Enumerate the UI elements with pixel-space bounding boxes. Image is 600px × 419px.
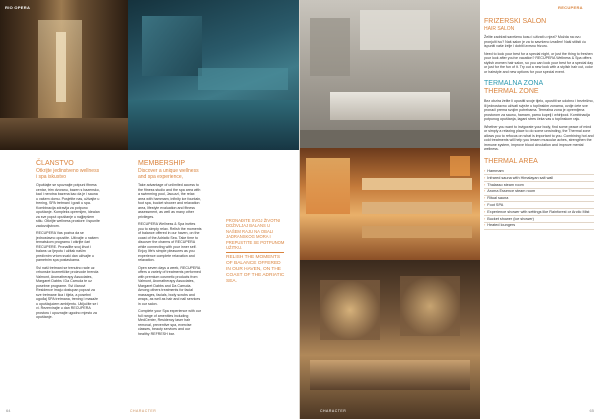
lounge-photo xyxy=(300,0,480,148)
footer-brand-right: CHARACTER xyxy=(320,409,347,413)
pull-quote-block xyxy=(226,218,286,285)
thermal-paragraph: Bez obzira želite li opustiti svoje tijelo, opustiti se udobno i bezbrižno, ili jednostavno uživati svježe u toplinskim zonama, ovdje ćete sve pronaći prema svojim potrebama. Termalna zona je opremljena prostorom za saunu, hamam, parnu kupelj i whirlpool. Kombinacija potpunog opuštanja, lagani stres čeka vas u toplinskom raju. xyxy=(484,99,594,121)
corridor-photo xyxy=(0,0,128,150)
clanstvo-paragraph: Svi naši tretmani se trenutno rade uz vrhunske kozmetičke proizvode brenda Valmont, Aromatherapy Associates, Margaret Dabbs i Da Carruda te uz posebne programe. Svi članovi Residence imaju dostupan popust za sve tretmane lica i tijela, a posebni ugođaj SPA tretmana, trening i masaže u opuštajućem ambijentu. Uključite se i vi. Rezervirajte u dan RECUPERA prostoru i upoznajte ugodno mjesto za opuštanje. xyxy=(36,265,99,319)
list-item: › Bucket shower (ice shower) xyxy=(484,216,594,223)
list-item: › Heated loungers xyxy=(484,223,594,230)
membership-paragraph: Complete your Spa experience with our full range of amenities including MedCenter, Residency laser hair removal, preventive spa, exercise classes, beauty services and our healthy REFRESH bar. xyxy=(138,309,201,336)
thermal-paragraph: Whether you want to invigorate your body, find some peace of mind or simply a relaxing place to do some unwinding, the Thermal zone allows you to refocus on what is important to you. Combining hot and cold treatments will help you lessen muscular aches, strengthen the immune system, improve blood circulation and improve mental wellness. xyxy=(484,124,594,151)
thermal-area-list xyxy=(484,169,594,230)
right-text-column xyxy=(484,18,594,230)
membership-column xyxy=(138,160,202,339)
quote-divider xyxy=(226,252,284,253)
membership-paragraph: Open seven days a week, RECUPERA offers a variety of treatments performed with premium cosmetic products from Valmont, Aromatherapy Associates, Margaret Dabbs and Da Carruda. Among others treatments for facial massages, facials, body scrubs and wraps, as well as hair and nail services in our salon. xyxy=(138,265,201,306)
bullet-icon: › xyxy=(484,216,486,221)
bullet-icon: › xyxy=(484,203,486,207)
pull-quote-en: RELISH THE MOMENTS OF BALANCE OFFERED IN OUR HAVEN, ON THE COAST OF THE ADRIATIC SEA. xyxy=(226,255,285,285)
bullet-icon: › xyxy=(484,223,486,228)
page-number-right: 65 xyxy=(589,408,594,413)
thermal-title-en: THERMAL ZONE xyxy=(484,88,539,95)
membership-paragraph: RECUPERA Wellness & Spa invites you to simply relax. Relish the moments of balance offered in our haven, on the coast of the Adriatic Sea. Take time to discover the charms of RECUPERA while connecting with your inner self. Enjoy life's simple pleasures as you experience complete relaxation and relaxation. xyxy=(138,222,202,262)
bullet-icon: › xyxy=(484,182,486,187)
clanstvo-subtitle-2: i spa iskustvo xyxy=(36,174,67,180)
membership-title: MEMBERSHIP xyxy=(138,160,186,167)
spa-room-photo xyxy=(300,260,480,419)
clanstvo-title: ČLANSTVO xyxy=(36,160,74,167)
list-item: › Hammam xyxy=(484,169,594,176)
bullet-icon: › xyxy=(484,189,486,194)
thermal-area-title: THERMAL AREA xyxy=(484,157,538,165)
list-item: › Thalasso steam room xyxy=(484,182,594,189)
list-item: › Ritual sauna xyxy=(484,196,594,203)
salon-paragraph: Need to look your best for a special night, or just the thing to freshen your look after you've vacation? RECUPERA Wellness & Spa offers stylish women hair salon, so you can look your best for a special day or just for the fun of it. Try out a new look with a stylish hair cut, color or hairstyle and new options for your special event. xyxy=(484,51,594,74)
bullet-icon: › xyxy=(484,209,486,214)
salon-title: FRIZERSKI SALON xyxy=(484,18,547,25)
clanstvo-paragraph: RECUPERA Vas poziva da se jednostavno opustite. Uživajte u našem tematskom programu i otkrijte čari RECUPERE. Pronađite svoj život i balans uz ljepotu i užitak našim predivnim vrtom svaki dan uživajte u pametnim spa postavkama. xyxy=(36,231,99,262)
thermal-title-hr: TERMALNA ZONA xyxy=(484,80,544,87)
list-item: › Aroma Essence steam room xyxy=(484,189,594,196)
list-item: › Experience shower with settings like Rainforest or Arctic Mist xyxy=(484,209,594,216)
membership-paragraph: Take advantage of unlimited access to the fitness studio and the spa area with a swimming pool, Jacuzzi, the relax area with hammam, infinity ice fountain, foot spa, bucket shower and relaxation area, lifestyle evaluation and fitness assessment, as well as many other privileges. xyxy=(138,183,202,219)
bullet-icon: › xyxy=(484,175,486,180)
bullet-icon: › xyxy=(484,169,486,174)
clanstvo-paragraph: Opuštajte se spoznajte potpuni fitness centar, trim dvoranu, bazen s bazensko, kad i nerotna bazena kao da je i sauna u vašem domu. Posjetite nas, uživajte u trening, SPA tretmani i gosti u spa. Kombinacija zdravlja za potpuno opuštanje. Kompleks opremljen, idealan za sve poput opuštanje u najljepšem stilu. Otkrijte wellness prostore i ispunite zadovoljstvom. xyxy=(36,183,100,228)
membership-subtitle-1: Discover a unique wellness xyxy=(138,168,199,174)
salon-subtitle: HAIR SALON xyxy=(484,26,515,32)
page-number-left: 64 xyxy=(6,408,11,413)
clanstvo-column xyxy=(36,160,100,323)
pull-quote-hr: PRONAĐITE SVOJ ŽIVOTNI DOŽIVLJAJ BALANS U NAŠEM RAJU NA OBALI JADRANSKOG MORA I PREPUSTITE SE POTPUNOM UŽITKU. xyxy=(226,218,285,251)
right-page xyxy=(300,0,600,419)
list-item: › Infrared sauna with Himalayan salt wall xyxy=(484,175,594,182)
list-item: › Foot SPA xyxy=(484,202,594,209)
footer-brand-left: CHARACTER xyxy=(130,409,157,413)
clanstvo-subtitle-1: Otkrijte jedinstveno wellness xyxy=(36,168,100,174)
bullet-icon: › xyxy=(484,196,486,201)
section-tag-left: RIO OPERA xyxy=(5,5,31,10)
pool-photo xyxy=(128,0,300,150)
section-tag-right: RECUPERA xyxy=(558,5,583,10)
membership-subtitle-2: and spa experience, xyxy=(138,174,184,180)
salon-paragraph: Želite zadržati savršenu kosu i uživati u njezi? Možda na ovu pronjulti ivu? Naš salon je za to savršeno izrađen! Naši stilisti ću ispuniti vaše želje i dobiti izvrsnu frizuru. xyxy=(484,35,586,48)
sauna-photo xyxy=(300,148,480,260)
